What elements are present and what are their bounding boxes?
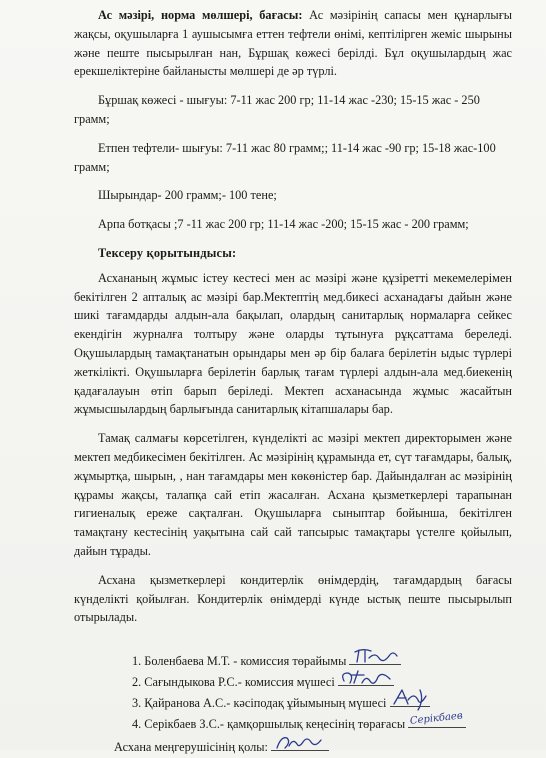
handwritten-signature-2 [338,665,394,691]
signatory-4: 4. Серікбаев З.С.- қамқоршылық кеңесінің төрағасы [132,717,406,732]
signature-line-1 [349,652,401,665]
signatory-3: 3. Қайранова А.С.- кәсіподақ ұйымының мүшесі [132,696,387,711]
signature-row-1 [74,651,512,672]
handwritten-name: Серікбаев [409,710,464,727]
manager-label: Асхана меңгерушісінің қолы: [114,740,268,755]
signature-row-2 [74,672,512,693]
intro-text: Ас мәзірінің сапасы мен құнарлығы жақсы, оқушыларға 1 аушысымға еттен тефтели өнімі, кептілірген жеміс шырыны және пеште пысырылған нан, Бұршақ көжесі берілді. Бұл оқушылардың жас ерекшеліктеріне байланысты мөлшері де әр түрлі. [74,8,512,79]
manager-signature-line [271,738,329,751]
inspection-paragraph-3: Асхана қызметкерлері кондитерлік өнімдердің, тағамдардың бағасы күнделікті қойылған. Кондитерлік өнімдерді күнде ыстық пеште пысырылып отырылады. [74,572,512,625]
inspection-paragraph-1: Асхананың жұмыс істеу кестесі мен ас мәзірі және құзіретті мекемелерімен бекітілген 2 апталық ас мәзірі бар.Мектептің мед.бикесі асханадағы дайын және шикі тағамдарды алдын-ала бақылап, олардың санитарлық нормаларға сейкес екендігін журналға толтыру және оларды тұтынуға рұқсаттама береледі. Оқушылардың тамақтанатын орындары мен әр бір балаға берілетін ыдыс түрлері жеткілікті. Оқушыларға берілетін барлық тағам түрлері алдын-ала мед.биекенің қадағалауын өтіп барып беріледі. Мектеп асханасында жұмыс жасайтын жұмысшылардың барлығында санитарлық кітапшалары бар. [74,270,512,417]
inspection-heading: Тексеру қорытындысы: [98,245,237,260]
intro-heading: Ас мәзірі, норма мөлшері, бағасы: [98,8,303,22]
signatory-2: 2. Сағындыкова Р.С.- комиссия мүшесі [132,675,335,690]
handwritten-signature-4 [408,707,466,733]
signature-line-4 [408,710,466,728]
norm-line-2: Етпен тефтели- шығуы: 7-11 жас 80 грамм;; 11-14 жас -90 гр; 15-18 жас-100 грамм; [74,140,496,174]
manager-signature-row [74,737,512,758]
signature-block [74,651,512,758]
manager-handwritten-signature [271,730,329,756]
norm-line-3: Шырындар- 200 грамм;- 100 тене; [98,188,277,203]
norm-line-1: Бұршақ көжесі - шығуы: 7-11 жас 200 гр; 11-14 жас -230; 15-15 жас - 250 грамм; [74,93,480,126]
norm-line-4: Арпа ботқасы ;7 -11 жас 200 гр; 11-14 жас -200; 15-15 жас - 200 грамм; [98,217,469,232]
intro-paragraph [74,6,512,81]
inspection-paragraph-2: Тамақ салмағы көрсетілген, күнделікті ас мәзірі мектеп директорымен және мектеп медбикесімен бекітілген. Ас мәзірінің құрамында ет, сүт тағамдары, балық, жұмыртқа, шырын, , нан тағамдары мен көкөністер бар. Дайындалған ас мәзірінің құрамы жақсы, талапқа сай етіп жасалған. Асхана қызметкерлері тарапынан гигиеналық ереже сақталған. Оқушыларға сыныптар бойынша, бекітілген тамақтану кестесінің уақытына сай сай тапсырыс тамақтары үстелге қойылып, дайын тұрады. [74,431,512,558]
inspection-heading-line [74,244,512,263]
signature-line-2 [338,673,394,686]
signature-line-3 [390,694,430,707]
signatory-1: 1. Боленбаева М.Т. - комиссия төрайымы [132,654,347,669]
